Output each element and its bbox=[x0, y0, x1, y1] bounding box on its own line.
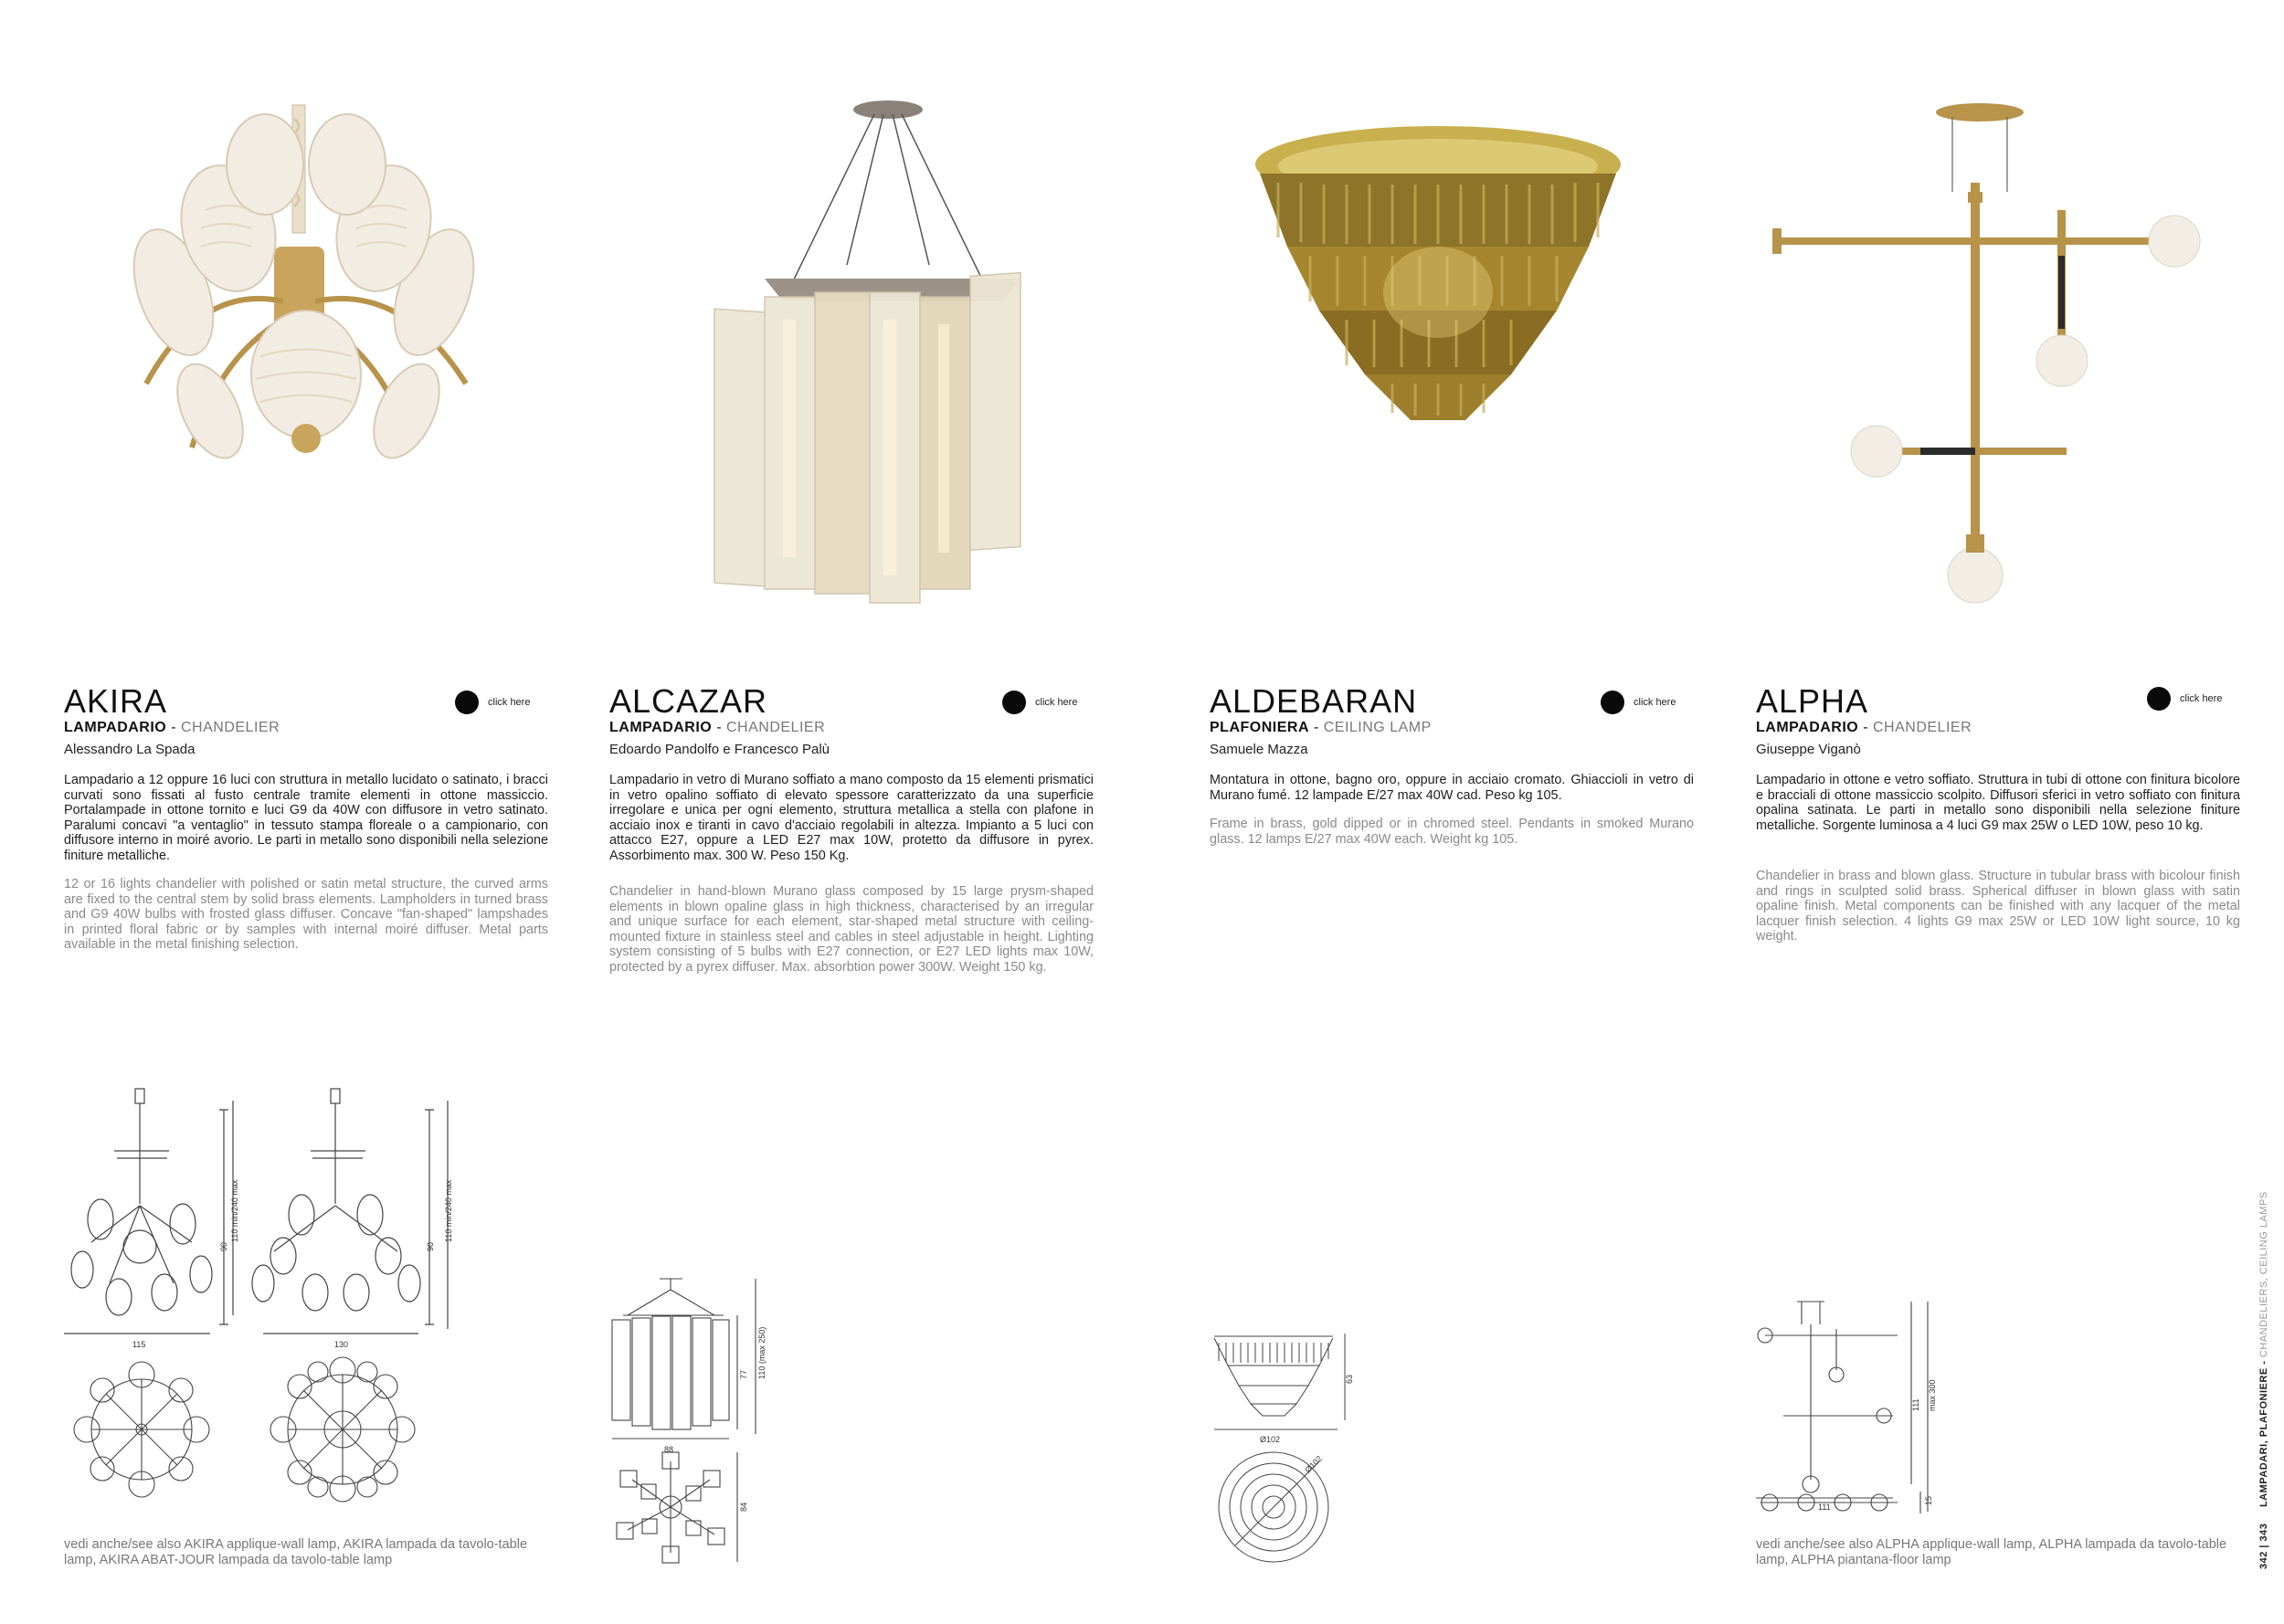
akira-title-row bbox=[64, 683, 548, 720]
akira-plan-drawings bbox=[64, 1352, 448, 1516]
designer-name: Giuseppe Viganò bbox=[1756, 742, 1861, 757]
description-english: Frame in brass, gold dipped or in chromed steel. Pendants in smoked Murano glass. 12 lamps E/27 max 40W each. Weight kg 105. bbox=[1210, 817, 1694, 847]
akira-height-2: 90 bbox=[426, 1241, 435, 1251]
category-it: LAMPADARIO bbox=[64, 720, 167, 735]
alpha-plan-depth: 15 bbox=[1924, 1495, 1933, 1505]
alpha-plan-drawing bbox=[1756, 1489, 1939, 1516]
alpha-drawings bbox=[1756, 1297, 1939, 1516]
click-label[interactable]: click here bbox=[1634, 697, 1676, 708]
product-name: AKIRA bbox=[64, 682, 168, 720]
product-name: ALPHA bbox=[1756, 682, 1869, 720]
akira-drop-2: 110 min/240 max bbox=[444, 1179, 453, 1242]
product-akira bbox=[64, 0, 548, 1624]
aldebaran-title-row bbox=[1210, 683, 1694, 720]
product-category: LAMPADARIO - CHANDELIER bbox=[1756, 720, 1972, 735]
category-en: CHANDELIER bbox=[725, 720, 826, 735]
product-aldebaran bbox=[1210, 0, 1694, 1624]
alcazar-title-row bbox=[609, 683, 1094, 720]
description-english: 12 or 16 lights chandelier with polished or satin metal structure, the curved arms are fixed to the central stem by solid brass elements. Lampholders in turned brass and G9 40W bulbs with frosted glass diffuser. Concave "fan-shaped" lampshades in printed floral fabric or by samples with internal moiré diffuser. Metal parts available in the metal finishing selection. bbox=[64, 877, 548, 953]
category-en: CEILING LAMP bbox=[1323, 720, 1432, 735]
see-also: vedi anche/see also ALPHA applique-wall lamp, ALPHA lampada da tavolo-table lamp, ALPHA piantana-floor lamp bbox=[1756, 1537, 2227, 1567]
see-also: vedi anche/see also AKIRA applique-wall lamp, AKIRA lampada da tavolo-table lamp, AKIRA ABAT-JOUR lampada da tavolo-table lamp bbox=[64, 1537, 528, 1567]
aldebaran-height: 63 bbox=[1345, 1374, 1354, 1384]
alcazar-height: 77 bbox=[739, 1369, 748, 1379]
description-italian: Lampadario in ottone e vetro soffiato. Struttura in tubi di ottone con finitura bicolore e bracciali di ottone massiccio scolpito. Diffusori sferici in vetro soffiato con finitura opalina satinata. Le parti in metallo sono disponibili nella selezione finiture metalliche. Sorgente luminosa a 4 luci G9 max 25W o LED 10W, peso 10 kg. bbox=[1756, 773, 2240, 833]
product-category: LAMPADARIO - CHANDELIER bbox=[64, 720, 280, 735]
category-it: LAMPADARIO bbox=[1756, 720, 1859, 735]
product-category: LAMPADARIO - CHANDELIER bbox=[609, 720, 826, 735]
aldebaran-plan-diameter: Ø102 bbox=[1303, 1453, 1324, 1475]
page-folio bbox=[2258, 1191, 2277, 1587]
akira-elevation-drawings bbox=[64, 1087, 466, 1370]
alcazar-drawings bbox=[609, 1274, 792, 1566]
alpha-photo bbox=[1756, 82, 2240, 612]
section-title-it: LAMPADARI, PLAFONIERE - bbox=[2258, 1357, 2269, 1508]
designer-name: Edoardo Pandolfo e Francesco Palù bbox=[609, 742, 830, 757]
page-numbers: 342 | 343 bbox=[2258, 1523, 2269, 1569]
description-italian: Lampadario a 12 oppure 16 luci con struttura in metallo lucidato o satinato, i bracci curvati sono fissati al fusto centrale tramite elementi in ottone massiccio. Portalampade in ottone tornito e luci G9 da 40W con diffusore in vetro satinato. Paralumi concavi "a ventaglio" in tessuto stampa floreale o a campionario, con diffusore interno in moiré avorio. Le parti in metallo sono disponibili nella selezione finiture metalliche. bbox=[64, 773, 548, 863]
alpha-title-row bbox=[1756, 683, 2240, 720]
click-here-link[interactable] bbox=[2147, 687, 2222, 711]
aldebaran-ceiling-lamp-image bbox=[1210, 82, 1694, 612]
alcazar-photo bbox=[609, 82, 1094, 612]
click-label[interactable]: click here bbox=[488, 697, 531, 708]
click-here-link[interactable] bbox=[1601, 691, 1676, 714]
category-it: LAMPADARIO bbox=[609, 720, 713, 735]
description-english: Chandelier in brass and blown glass. Structure in tubular brass with bicolour finish and rings in sculpted solid brass. Spherical diffuser in blown glass with satin opaline finish. Metal components can be finished with any lacquer of the metal lacquer finish selection. 4 lights G9 max 25W or LED 10W light source, 10 kg weight. bbox=[1756, 869, 2240, 944]
akira-drop-1: 110 min/240 max bbox=[230, 1179, 239, 1242]
description-english: Chandelier in hand-blown Murano glass composed by 15 large prysm-shaped elements in blown opaline glass in high thickness, characterised by an irregular and unique surface for each element, star-shaped metal structure with ceiling-mounted fixture in stainless steel and cables in steel adjustable in height. Lighting system consisting of 5 bulbs with E27 connection, or E27 LED lights max 10W, protected by a pyrex diffuser. Max. absorbtion power 300W. Weight 150 kg. bbox=[609, 884, 1094, 975]
product-name: ALDEBARAN bbox=[1210, 682, 1418, 720]
aldebaran-diameter: Ø102 bbox=[1260, 1435, 1281, 1444]
designer-name: Samuele Mazza bbox=[1210, 742, 1308, 757]
click-dot-icon[interactable] bbox=[2147, 687, 2171, 711]
alcazar-drop: 110 (max 250) bbox=[757, 1326, 767, 1379]
akira-chandelier-image bbox=[64, 82, 548, 612]
alcazar-chandelier-image bbox=[609, 82, 1094, 612]
akira-width-1: 115 bbox=[132, 1340, 146, 1349]
product-alcazar bbox=[609, 0, 1094, 1624]
alpha-height: 111 bbox=[1911, 1398, 1920, 1411]
alpha-chandelier-image bbox=[1756, 82, 2240, 612]
alcazar-plan-size: 84 bbox=[739, 1502, 748, 1512]
product-alpha bbox=[1756, 0, 2240, 1624]
section-title-en: CHANDELIERS, CEILING LAMPS bbox=[2258, 1191, 2269, 1358]
category-it: PLAFONIERA bbox=[1210, 720, 1309, 735]
designer-name: Alessandro La Spada bbox=[64, 742, 196, 757]
click-dot-icon[interactable] bbox=[455, 691, 479, 714]
alcazar-width: 88 bbox=[664, 1445, 674, 1454]
akira-width-2: 130 bbox=[334, 1340, 349, 1349]
alpha-width: 111 bbox=[1818, 1503, 1831, 1512]
aldebaran-photo bbox=[1210, 82, 1694, 612]
aldebaran-drawings bbox=[1210, 1329, 1356, 1566]
category-en: CHANDELIER bbox=[180, 720, 280, 735]
akira-height-1: 90 bbox=[219, 1241, 228, 1251]
category-en: CHANDELIER bbox=[1872, 720, 1972, 735]
product-name: ALCAZAR bbox=[609, 682, 768, 720]
alpha-max-drop: max 300 bbox=[1928, 1379, 1937, 1411]
click-label[interactable]: click here bbox=[2180, 693, 2223, 704]
click-here-link[interactable] bbox=[455, 691, 530, 714]
click-dot-icon[interactable] bbox=[1002, 691, 1026, 714]
product-category: PLAFONIERA - CEILING LAMP bbox=[1210, 720, 1432, 735]
click-label[interactable]: click here bbox=[1035, 697, 1078, 708]
akira-photo bbox=[64, 82, 548, 612]
click-dot-icon[interactable] bbox=[1601, 691, 1624, 714]
description-italian: Lampadario in vetro di Murano soffiato a mano composto da 15 elementi prismatici in vetro opalino soffiato di elevato spessore caratterizzato da una superficie irregolare e unica per ogni elemento, struttura metallica a stella con plafone in acciaio inox e tiranti in cavo d'acciaio regolabili in altezza. Impianto a 5 luci con attacco E27, oppure a LED E27 max 10W, protetto da diffusore in pyrex. Assorbimento max. 300 W. Peso 150 Kg. bbox=[609, 773, 1094, 863]
description-italian: Montatura in ottone, bagno oro, oppure in acciaio cromato. Ghiaccioli in vetro di Murano fumé. 12 lampade E/27 max 40W cad. Peso kg 105. bbox=[1210, 773, 1694, 803]
click-here-link[interactable] bbox=[1002, 691, 1077, 714]
